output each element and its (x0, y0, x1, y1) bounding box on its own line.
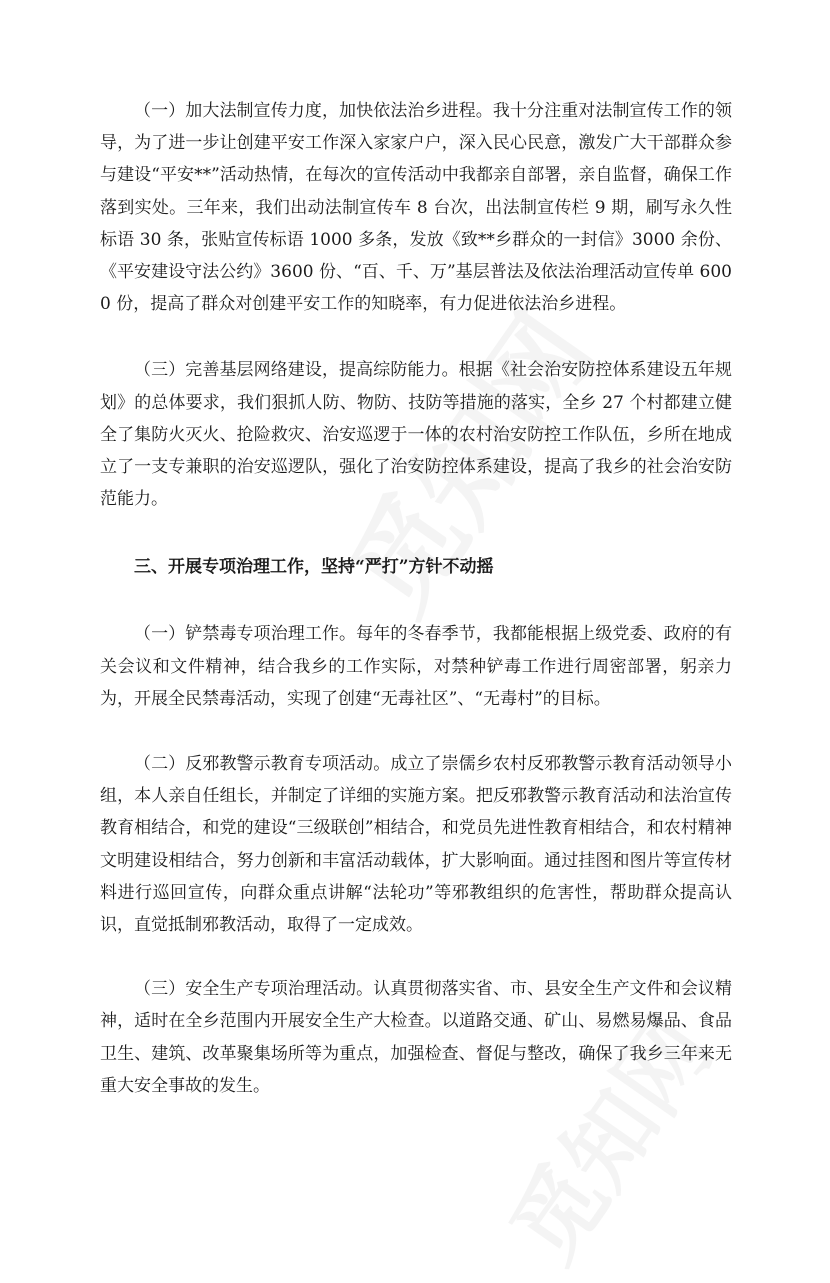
paragraph-legal-publicity: （一）加大法制宣传力度，加快依法治乡进程。我十分注重对法制宣传工作的领导，为了进一步让创建平安工作深入家家户户，深入民心民意，激发广大干部群众参与建设“平安**”活动热情，在每次的宣传活动中我都亲自部署，亲自监督，确保工作落到实处。三年来，我们出动法制宣传车 8 台次，出法制宣传栏 9 期，刷写永久性标语 30 条，张贴宣传标语 1000 多条，发放《致**乡群众的一封信》3000 余份、《平安建设守法公约》3600 份、“百、千、万”基层普法及依法治理活动宣传单 6000 份，提高了群众对创建平安工作的知晓率，有力促进依法治乡进程。 (100, 101, 732, 315)
section-heading: 三、开展专项治理工作，坚持“严打”方针不动摇 (134, 557, 494, 578)
paragraph-anti-cult: （二）反邪教警示教育专项活动。成立了崇儒乡农村反邪教警示教育活动领导小组，本人亲自任组长，并制定了详细的实施方案。把反邪教警示教育活动和法治宣传教育相结合，和党的建设“三级联创”相结合，和党员先进性教育相结合，和农村精神文明建设相结合，努力创新和丰富活动载体，扩大影响面。通过挂图和图片等宣传材料进行巡回宣传，向群众重点讲解“法轮功”等邪教组织的危害性，帮助群众提高认识，直觉抵制邪教活动，取得了一定成效。 (100, 754, 732, 936)
paragraph-anti-drug: （一）铲禁毒专项治理工作。每年的冬春季节，我都能根据上级党委、政府的有关会议和文件精神，结合我乡的工作实际，对禁种铲毒工作进行周密部署，躬亲力为，开展全民禁毒活动，实现了创建“无毒社区”、“无毒村”的目标。 (100, 624, 732, 709)
document-body (100, 95, 732, 1102)
paragraph-safety-production: （三）安全生产专项治理活动。认真贯彻落实省、市、县安全生产文件和会议精神，适时在全乡范围内开展安全生产大检查。以道路交通、矿山、易燃易爆品、食品卫生、建筑、改革聚集场所等为重点，加强检查、督促与整改，确保了我乡三年来无重大安全事故的发生。 (100, 979, 732, 1096)
paragraph-grassroots-network: （三）完善基层网络建设，提高综防能力。根据《社会治安防控体系建设五年规划》的总体要求，我们狠抓人防、物防、技防等措施的落实，全乡 27 个村都建立健全了集防火灭火、抢险救灾、治安巡逻于一体的农村治安防控工作队伍，乡所在地成立了一支专兼职的治安巡逻队，强化了治安防控体系建设，提高了我乡的社会治安防范能力。 (100, 360, 732, 510)
